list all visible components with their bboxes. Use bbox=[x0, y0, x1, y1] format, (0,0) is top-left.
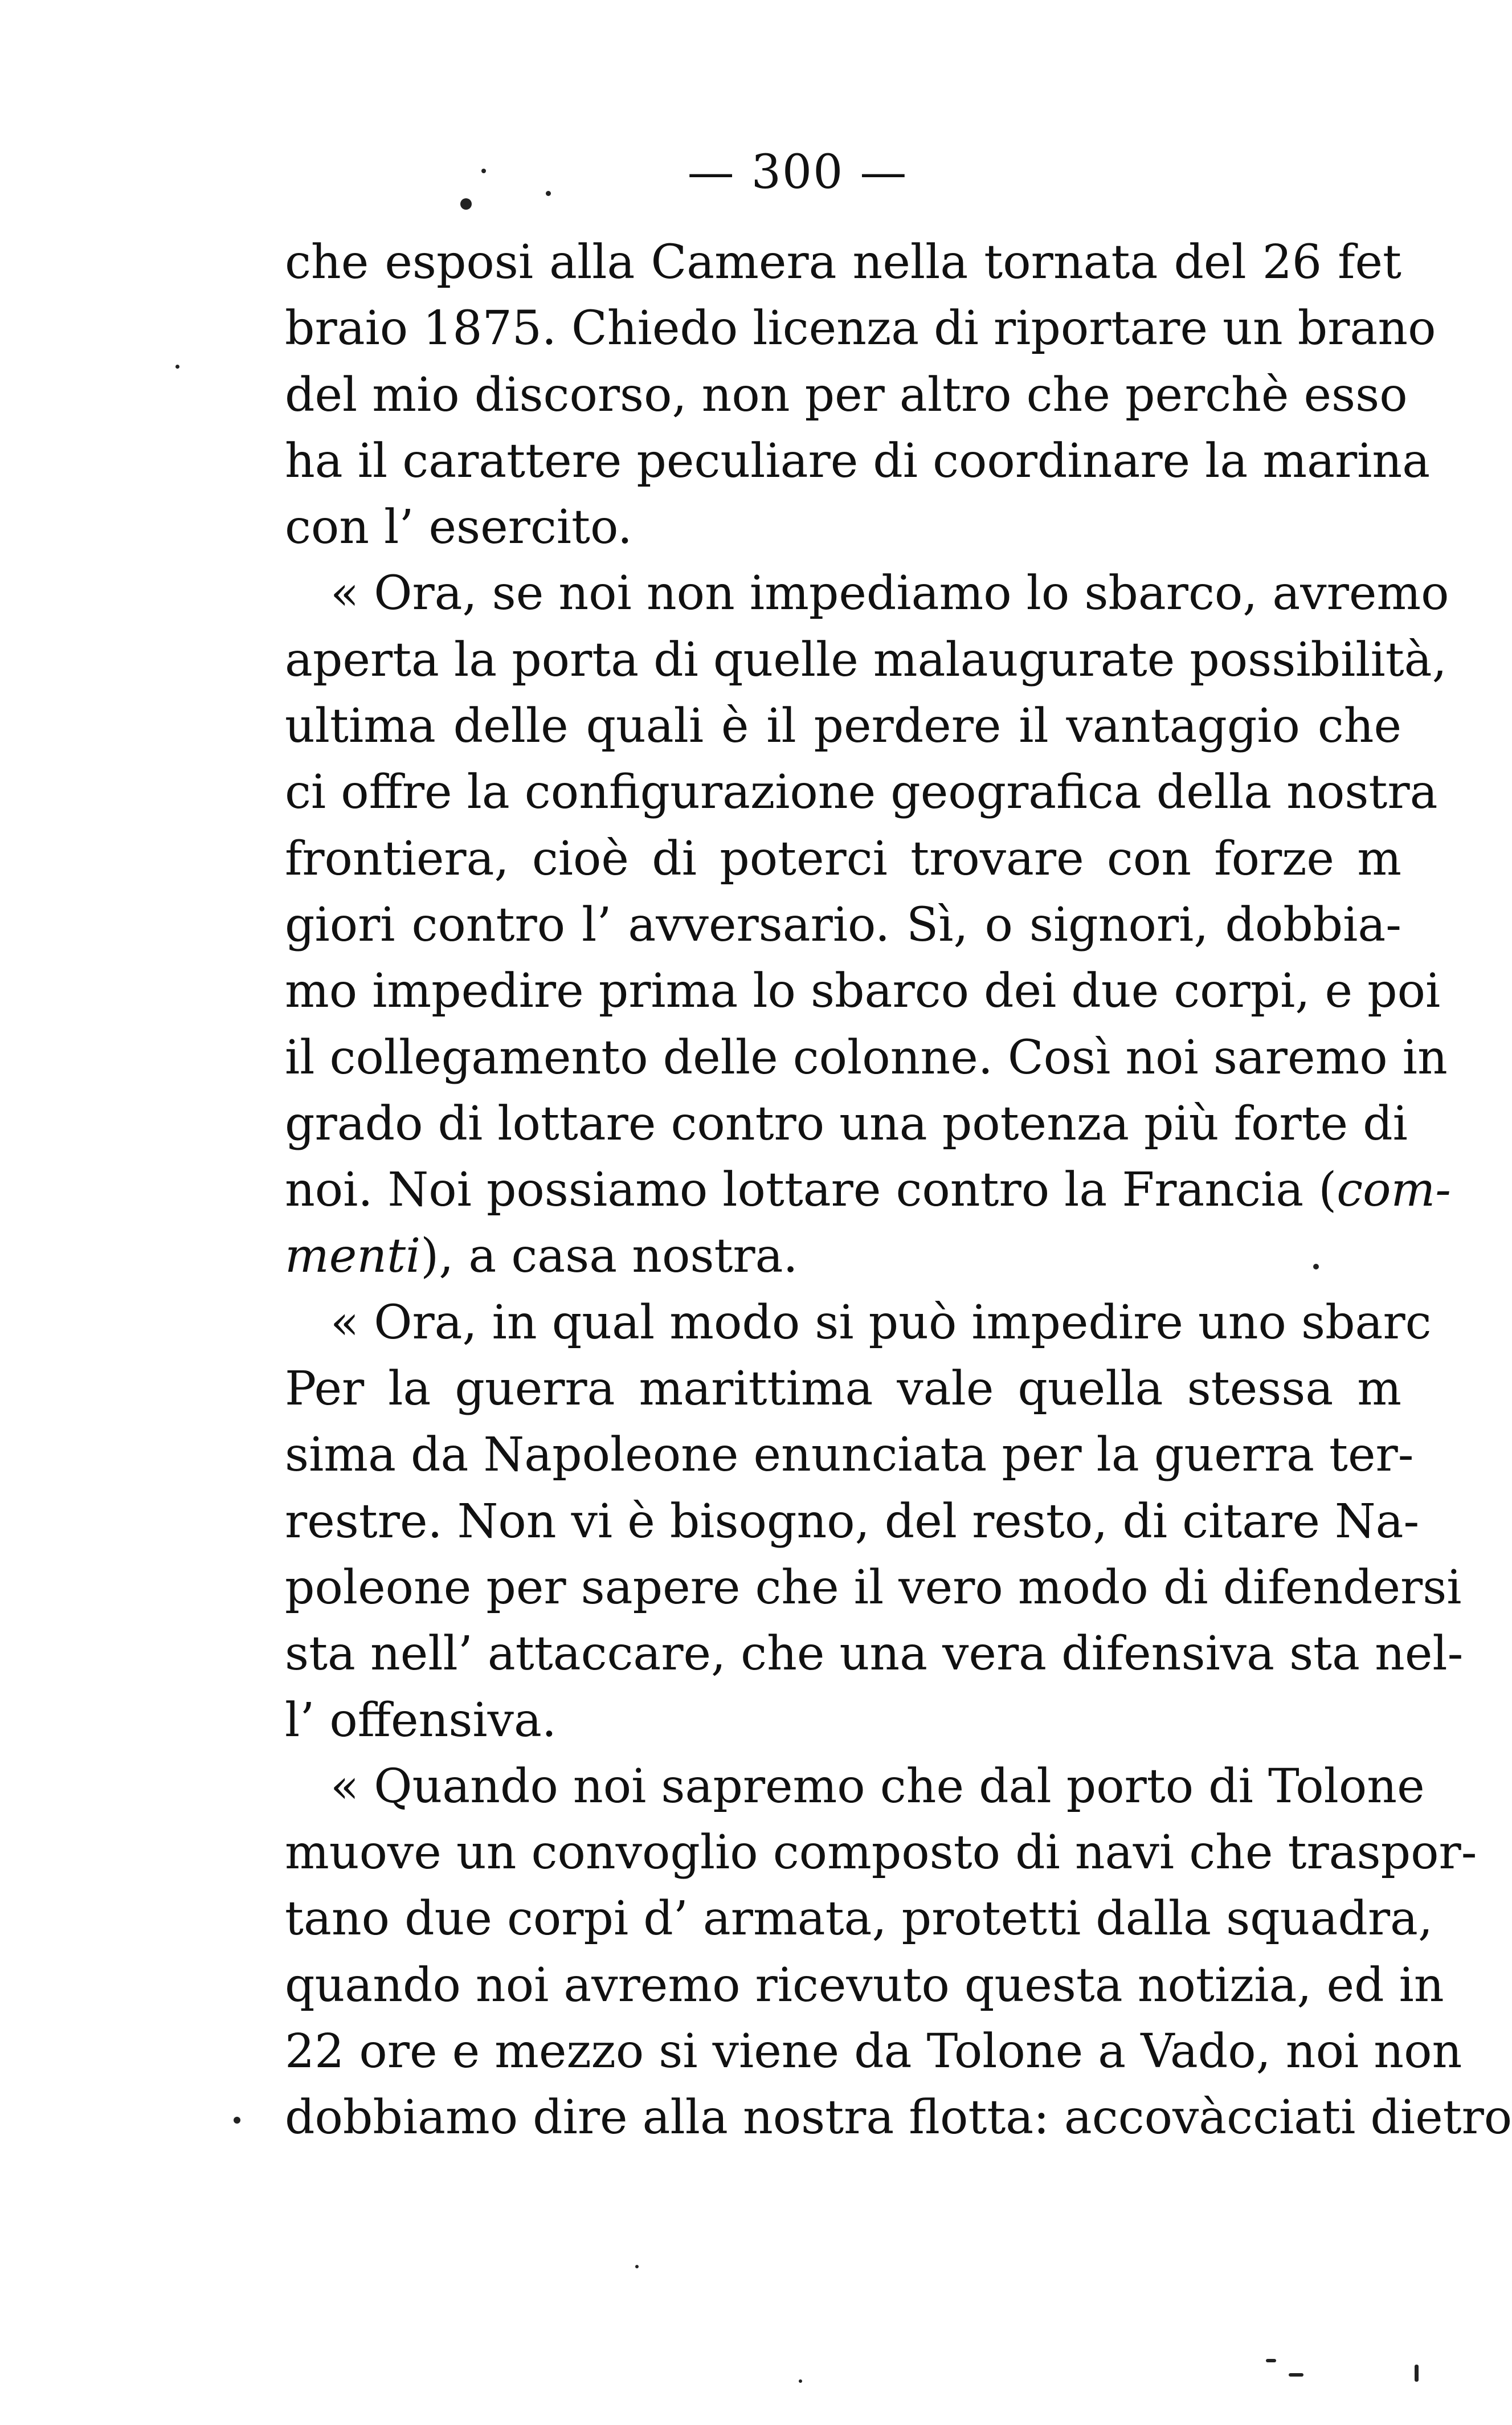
text-line: quando noi avremo ricevuto questa notizia, ed in bbox=[285, 1958, 1444, 2012]
text-line: ultima delle quali è il perdere il vantaggio che bbox=[285, 699, 1401, 754]
text-line: restre. Non vi è bisogno, del resto, di citare Na- bbox=[285, 1494, 1420, 1549]
italic-text: menti bbox=[285, 1229, 421, 1284]
italic-text: com- bbox=[1337, 1163, 1451, 1218]
text-line bbox=[285, 1157, 1451, 1223]
ink-speck bbox=[234, 2117, 240, 2124]
text-line: « Ora, se noi non impediamo lo sbarco, avremo bbox=[330, 566, 1449, 621]
text-line: frontiera, cioè di poterci trovare con forze m bbox=[285, 831, 1401, 886]
text-line: muove un convoglio composto di navi che traspor- bbox=[285, 1826, 1477, 1880]
text-line: « Quando noi sapremo che dal porto di Tolone bbox=[330, 1759, 1425, 1814]
text-line: con l’ esercito. bbox=[285, 500, 632, 555]
ink-speck bbox=[481, 169, 486, 173]
text-line: Per la guerra marittima vale quella stessa m bbox=[285, 1362, 1401, 1416]
ink-speck bbox=[175, 365, 179, 369]
ink-speck bbox=[1289, 2373, 1303, 2377]
text-line: l’ offensiva. bbox=[285, 1693, 557, 1748]
text-line: tano due corpi d’ armata, protetti dalla squadra, bbox=[285, 1892, 1433, 1946]
text-line bbox=[285, 1223, 1401, 1289]
ink-speck bbox=[635, 2265, 639, 2268]
text-line: braio 1875. Chiedo licenza di riportare un brano bbox=[285, 301, 1436, 356]
ink-speck bbox=[460, 198, 472, 210]
text-line: sima da Napoleone enunciata per la guerra ter- bbox=[285, 1428, 1414, 1483]
text-line: mo impedire prima lo sbarco dei due corpi, e poi bbox=[285, 964, 1441, 1019]
text-line: giori contro l’ avversario. Sì, o signori, dobbia- bbox=[285, 897, 1401, 952]
text-line: poleone per sapere che il vero modo di difendersi bbox=[285, 1560, 1462, 1615]
text-line: « Ora, in qual modo si può impedire uno sbarc bbox=[330, 1295, 1432, 1350]
text-segment: ), a casa nostra. bbox=[420, 1229, 798, 1284]
text-line: che esposi alla Camera nella tornata del 26 fet bbox=[285, 235, 1401, 289]
ink-speck bbox=[1415, 2365, 1419, 2382]
text-line: ci offre la configurazione geografica della nostra bbox=[285, 765, 1438, 820]
body-text bbox=[285, 230, 1512, 2152]
ink-speck bbox=[1313, 1264, 1319, 1269]
text-segment: noi. Noi possiamo lottare contro la Francia ( bbox=[285, 1163, 1337, 1218]
page-number: — 300 — bbox=[687, 145, 908, 199]
text-line: il collegamento delle colonne. Così noi saremo in bbox=[285, 1030, 1448, 1085]
ink-speck bbox=[799, 2379, 802, 2383]
text-line: ha il carattere peculiare di coordinare la marina bbox=[285, 434, 1431, 488]
text-line: dobbiamo dire alla nostra flotta: accovàcciati dietro bbox=[285, 2091, 1512, 2145]
text-line: aperta la porta di quelle malaugurate possibilità, bbox=[285, 632, 1447, 687]
ink-speck bbox=[1266, 2359, 1276, 2362]
text-line: 22 ore e mezzo si viene da Tolone a Vado, noi non bbox=[285, 2024, 1462, 2079]
text-line: del mio discorso, non per altro che perchè esso bbox=[285, 368, 1408, 422]
text-line: grado di lottare contro una potenza più forte di bbox=[285, 1096, 1408, 1151]
text-line: sta nell’ attaccare, che una vera difensiva sta nel- bbox=[285, 1627, 1464, 1681]
ink-speck bbox=[546, 191, 551, 196]
